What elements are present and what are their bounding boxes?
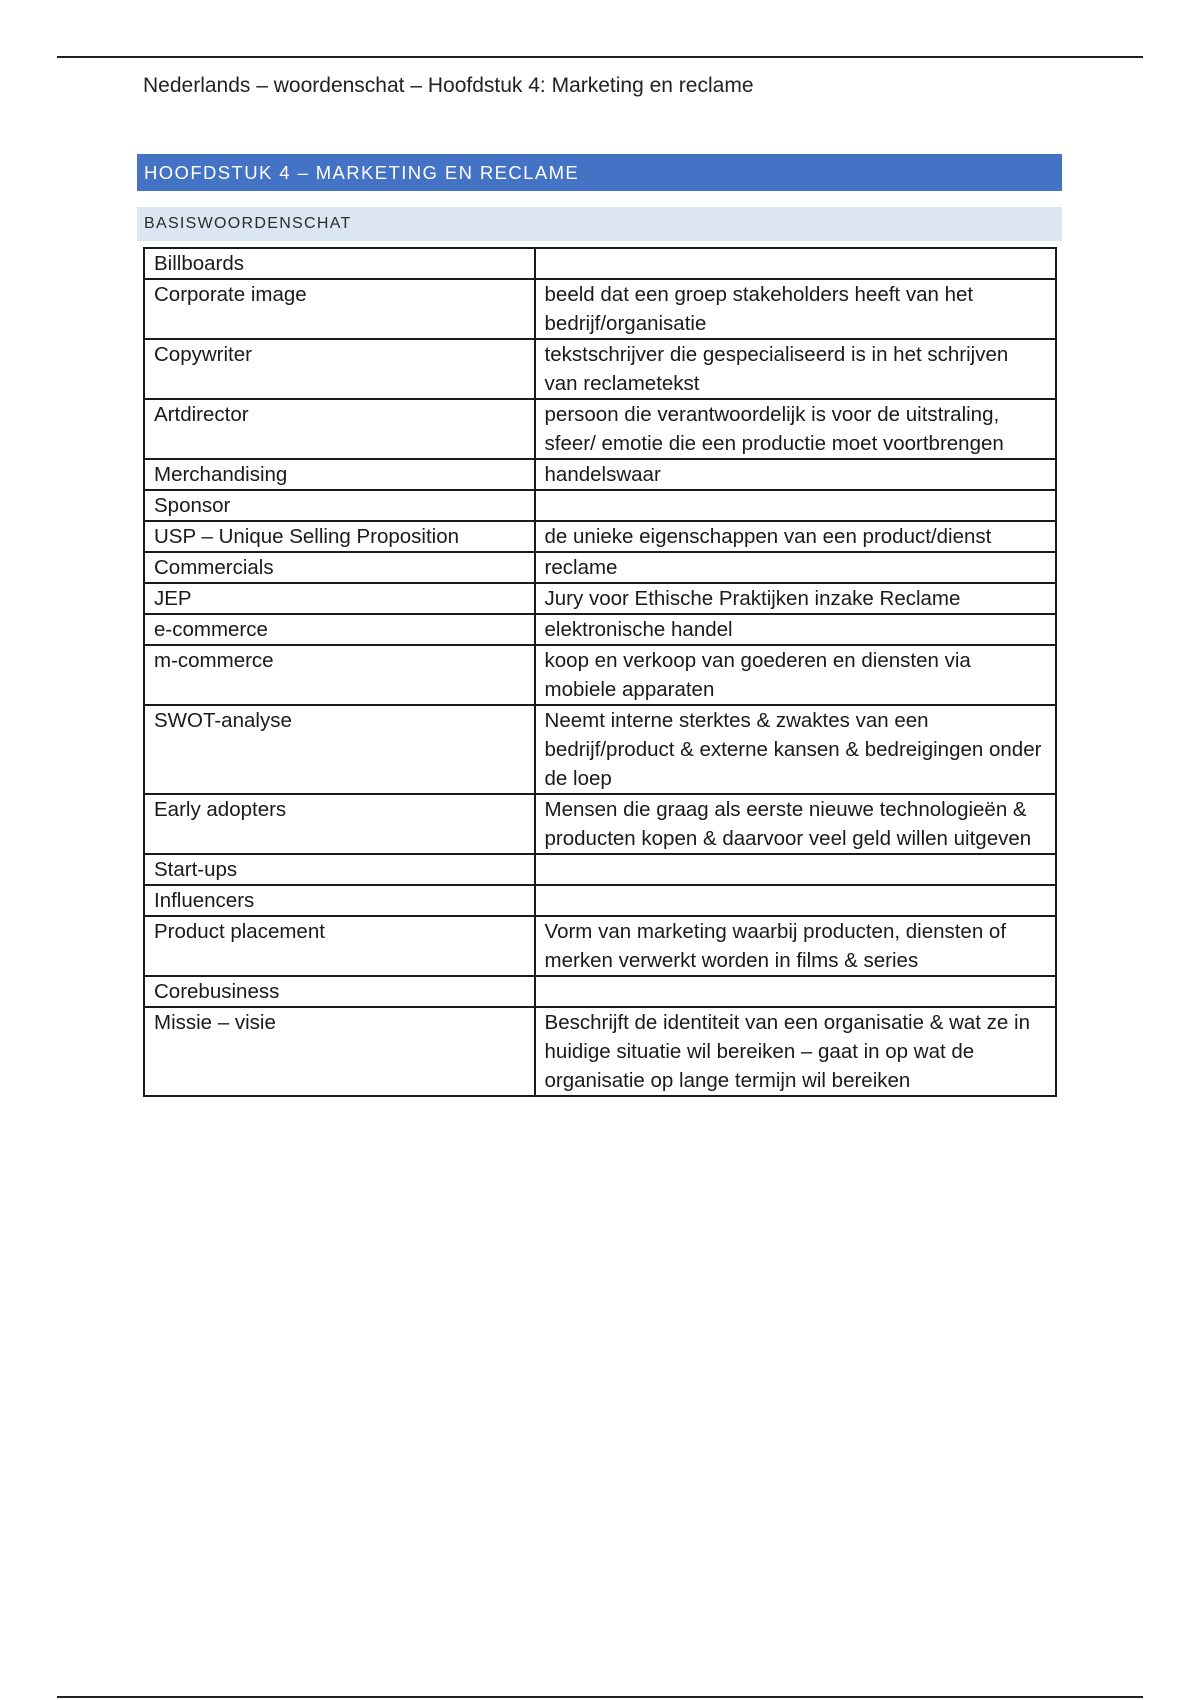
vocab-term: Billboards [144, 248, 535, 279]
vocab-term: m-commerce [144, 645, 535, 705]
table-row [144, 552, 1056, 583]
vocab-definition: handelswaar [535, 459, 1056, 490]
table-row [144, 854, 1056, 885]
chapter-heading: HOOFDSTUK 4 – MARKETING EN RECLAME [137, 154, 1062, 191]
vocab-definition [535, 248, 1056, 279]
vocab-definition [535, 885, 1056, 916]
table-row [144, 583, 1056, 614]
vocab-term: Start-ups [144, 854, 535, 885]
vocab-term: Early adopters [144, 794, 535, 854]
vocab-term: Missie – visie [144, 1007, 535, 1096]
table-row [144, 248, 1056, 279]
vocabulary-table-body [144, 248, 1056, 1096]
vocab-term: e-commerce [144, 614, 535, 645]
vocab-term: Copywriter [144, 339, 535, 399]
vocab-term: Artdirector [144, 399, 535, 459]
vocab-definition: Vorm van marketing waarbij producten, diensten of merken verwerkt worden in films & series [535, 916, 1056, 976]
table-row [144, 645, 1056, 705]
vocab-definition: de unieke eigenschappen van een product/dienst [535, 521, 1056, 552]
vocab-term: JEP [144, 583, 535, 614]
vocab-definition: tekstschrijver die gespecialiseerd is in het schrijven van reclametekst [535, 339, 1056, 399]
vocab-term: Product placement [144, 916, 535, 976]
vocab-term: USP – Unique Selling Proposition [144, 521, 535, 552]
vocab-definition [535, 490, 1056, 521]
vocab-definition: Mensen die graag als eerste nieuwe technologieën & producten kopen & daarvoor veel geld willen uitgeven [535, 794, 1056, 854]
vocab-term: Merchandising [144, 459, 535, 490]
vocab-definition [535, 854, 1056, 885]
table-row [144, 399, 1056, 459]
running-header: Nederlands – woordenschat – Hoofdstuk 4: Marketing en reclame [143, 74, 754, 97]
vocab-term: Sponsor [144, 490, 535, 521]
vocab-term: SWOT-analyse [144, 705, 535, 794]
vocab-definition: Neemt interne sterktes & zwaktes van een bedrijf/product & externe kansen & bedreigingen onder de loep [535, 705, 1056, 794]
vocab-definition [535, 976, 1056, 1007]
table-row [144, 490, 1056, 521]
vocab-definition: elektronische handel [535, 614, 1056, 645]
vocab-definition: Beschrijft de identiteit van een organisatie & wat ze in huidige situatie wil bereiken – gaat in op wat de organisatie op lange termijn wil bereiken [535, 1007, 1056, 1096]
table-row [144, 339, 1056, 399]
vocab-definition: persoon die verantwoordelijk is voor de uitstraling, sfeer/ emotie die een productie moet voortbrengen [535, 399, 1056, 459]
section-heading: BASISWOORDENSCHAT [137, 207, 1062, 241]
table-row [144, 459, 1056, 490]
vocab-definition: beeld dat een groep stakeholders heeft van het bedrijf/organisatie [535, 279, 1056, 339]
vocab-term: Influencers [144, 885, 535, 916]
table-row [144, 1007, 1056, 1096]
vocabulary-table [143, 247, 1057, 1097]
table-row [144, 794, 1056, 854]
vocab-term: Corporate image [144, 279, 535, 339]
vocab-term: Corebusiness [144, 976, 535, 1007]
table-row [144, 976, 1056, 1007]
table-row [144, 521, 1056, 552]
vocab-definition: koop en verkoop van goederen en diensten via mobiele apparaten [535, 645, 1056, 705]
table-row [144, 916, 1056, 976]
vocab-definition: reclame [535, 552, 1056, 583]
table-row [144, 614, 1056, 645]
vocab-term: Commercials [144, 552, 535, 583]
table-row [144, 279, 1056, 339]
vocab-definition: Jury voor Ethische Praktijken inzake Reclame [535, 583, 1056, 614]
table-row [144, 885, 1056, 916]
footer-rule [57, 1696, 1143, 1698]
table-row [144, 705, 1056, 794]
header-rule [57, 56, 1143, 58]
